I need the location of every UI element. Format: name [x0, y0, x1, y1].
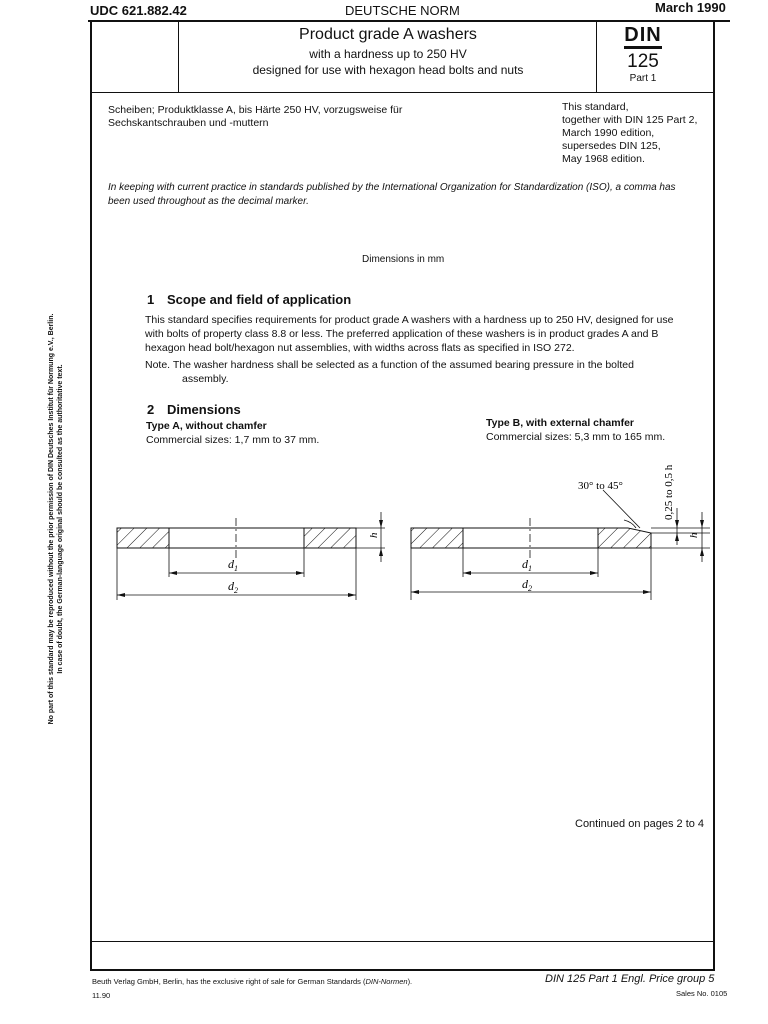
- type-b-angle-label: 30° to 45°: [578, 480, 623, 492]
- publisher-note: [92, 977, 412, 986]
- norm-label: DEUTSCHE NORM: [345, 3, 460, 18]
- type-a-drawing: [117, 512, 385, 600]
- continued-note: Continued on pages 2 to 4: [575, 818, 705, 830]
- arrow: [463, 571, 471, 575]
- din-part: Part 1: [629, 73, 657, 84]
- arrow: [296, 571, 304, 575]
- main-title: Product grade A washers: [299, 26, 477, 43]
- sales-number: Sales No. 0105: [676, 989, 728, 998]
- type-b-hatch-left: [411, 528, 463, 548]
- type-a-hatch-left: [117, 528, 169, 548]
- note-text: Note. The washer hardness shall be selected as a function of the assumed bearing pressure in the bolted: [145, 359, 634, 371]
- type-b-d1-label: $d_1$: [522, 557, 532, 573]
- type-b-d2-label: $d_2$: [522, 577, 532, 593]
- type-b-angle-arc: [624, 520, 636, 528]
- side-note-line-1: No part of this standard may be reproduced without the prior permission of DIN Deutsches Institut für Normung e.V., Berlin.: [48, 313, 55, 725]
- section-number: 1: [147, 292, 155, 307]
- side-note-line-2: In case of doubt, the German-language original should be consulted as the authoritative text.: [57, 364, 64, 674]
- supersedes-line: This standard,: [562, 101, 629, 113]
- section-number: 2: [147, 402, 155, 417]
- iso-decimal-note: In keeping with current practice in standards published by the International Organization for Standardization (ISO), a comma has been used throughout as the decimal marker.: [108, 182, 676, 207]
- type-b-label: Type B, with external chamfer: [486, 417, 635, 429]
- arrow: [379, 548, 383, 556]
- type-b-chamfer-label: 0,25 to 0,5 h: [663, 464, 675, 520]
- type-a-hatch-right: [304, 528, 356, 548]
- type-a-h-label: h: [368, 532, 380, 538]
- publisher-text-end: ).: [407, 977, 413, 986]
- arrow: [590, 571, 598, 575]
- subtitle-line-2: with a hardness up to 250 HV: [309, 47, 467, 61]
- arrow: [411, 590, 419, 594]
- type-b-sizes: Commercial sizes: 5,3 mm to 165 mm.: [486, 431, 666, 443]
- arrow: [348, 593, 356, 597]
- subtitle-line-3: designed for use with hexagon head bolts and nuts: [252, 63, 524, 77]
- issue-date: March 1990: [655, 0, 726, 15]
- arrow: [675, 520, 679, 528]
- arrow: [379, 520, 383, 528]
- din-number: 125: [627, 51, 659, 72]
- section-title: Dimensions: [167, 402, 241, 417]
- dimensions-note: Dimensions in mm: [362, 254, 445, 265]
- print-date: 11.90: [92, 991, 111, 1000]
- arrow: [643, 590, 651, 594]
- type-b-angle-leader: [603, 490, 640, 528]
- arrow: [675, 533, 679, 541]
- publisher-italic: DIN-Normen: [365, 977, 408, 986]
- section-title: Scope and field of application: [167, 292, 352, 307]
- supersedes-line: together with DIN 125 Part 2,: [562, 114, 698, 126]
- arrow: [700, 520, 704, 528]
- standard-reference: DIN 125 Part 1 Engl. Price group 5: [545, 973, 715, 985]
- arrow: [117, 593, 125, 597]
- note-text-end: assembly.: [182, 373, 229, 385]
- type-b-drawing: [411, 464, 710, 600]
- type-b-h-label: h: [688, 532, 700, 538]
- type-a-label: Type A, without chamfer: [146, 420, 267, 432]
- copyright-side-note: [47, 294, 65, 744]
- din-logo: DIN: [624, 24, 661, 49]
- supersedes-line: supersedes DIN 125,: [562, 140, 661, 152]
- type-b-hatch-right: [598, 528, 651, 548]
- type-a-sizes: Commercial sizes: 1,7 mm to 37 mm.: [146, 434, 320, 446]
- supersedes-line: March 1990 edition,: [562, 127, 655, 139]
- type-a-d2-label: $d_2$: [228, 579, 238, 595]
- type-a-d1-label: $d_1$: [228, 557, 238, 573]
- udc-code: UDC 621.882.42: [90, 3, 187, 18]
- supersedes-line: May 1968 edition.: [562, 153, 645, 165]
- german-title: Scheiben; Produktklasse A, bis Härte 250 HV, vorzugsweise für Sechskantschrauben und -muttern: [108, 104, 403, 129]
- publisher-text: Beuth Verlag GmbH, Berlin, has the exclusive right of sale for German Standards (: [92, 977, 366, 986]
- arrow: [700, 548, 704, 556]
- scope-paragraph: This standard specifies requirements for product grade A washers with a hardness up to 250 HV, designed for use with bolts of property class 8.8 or less. The preferred application of these washers is in product grades A and B hexagon head bolt/hexagon nut assemblies, with widths across flats as specified in ISO 272.: [145, 314, 674, 354]
- arrow: [169, 571, 177, 575]
